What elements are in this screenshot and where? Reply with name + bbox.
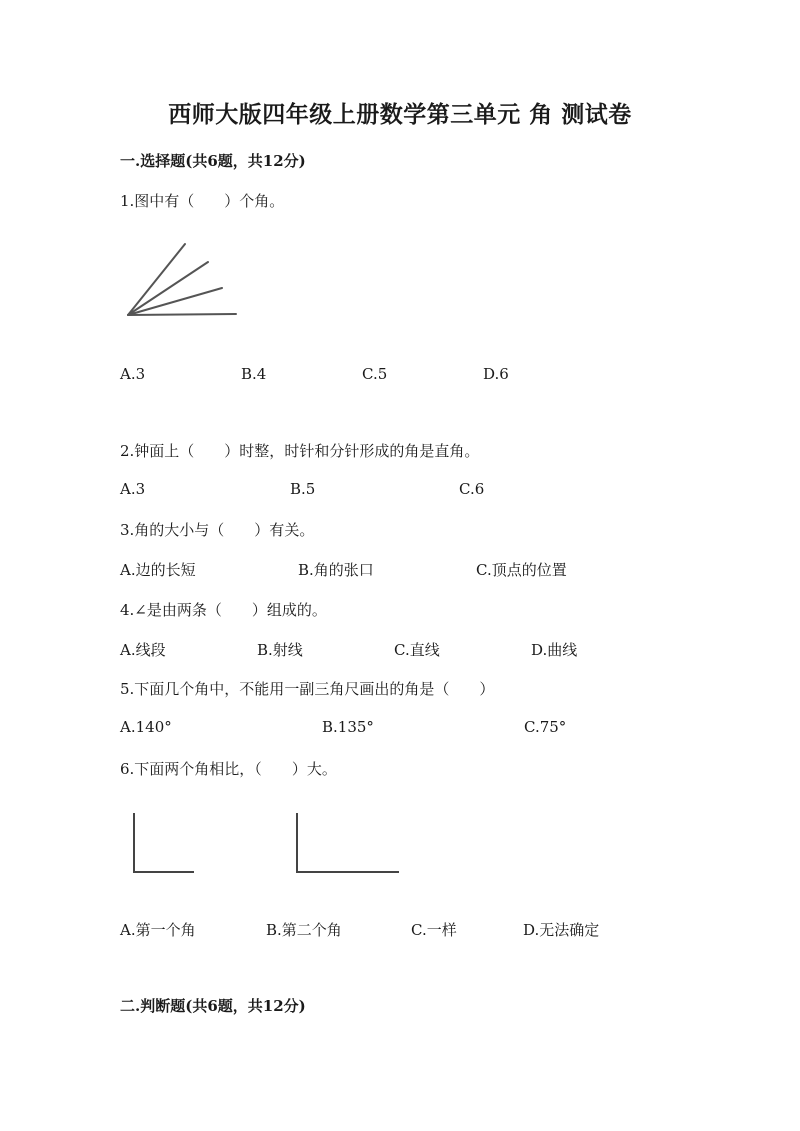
q1-option-b[interactable]: B.4	[241, 365, 267, 383]
question-2-text: 2.钟面上（ ）时整，时针和分针形成的角是直角。	[120, 442, 480, 460]
q3-option-a[interactable]: A.边的长短	[120, 561, 196, 579]
q1-option-a[interactable]: A.3	[120, 365, 146, 383]
question-6-text: 6.下面两个角相比，（ ）大。	[120, 760, 337, 778]
question-1-text: 1.图中有（ ）个角。	[120, 192, 285, 210]
q4-option-b[interactable]: B.射线	[257, 641, 303, 659]
q4-option-a[interactable]: A.线段	[120, 641, 166, 659]
q4-option-c[interactable]: C.直线	[394, 641, 440, 659]
q3-option-c[interactable]: C.顶点的位置	[476, 561, 567, 579]
q5-option-a[interactable]: A.140°	[120, 718, 172, 736]
q5-option-c[interactable]: C.75°	[524, 718, 567, 736]
question-3-text: 3.角的大小与（ ）有关。	[120, 521, 315, 539]
q6-option-c[interactable]: C.一样	[411, 921, 457, 939]
q6-option-d[interactable]: D.无法确定	[523, 921, 600, 939]
q2-option-b[interactable]: B.5	[290, 480, 316, 498]
q2-option-a[interactable]: A.3	[120, 480, 146, 498]
q6-option-b[interactable]: B.第二个角	[266, 921, 342, 939]
section-heading-choice: 一.选择题(共6题，共12分)	[120, 152, 306, 170]
q6-option-a[interactable]: A.第一个角	[120, 921, 196, 939]
question-4-text: 4.∠是由两条（ ）组成的。	[120, 601, 327, 619]
second-angle	[297, 814, 398, 872]
q5-option-b[interactable]: B.135°	[322, 718, 374, 736]
section-heading-judgement: 二.判断题(共6题，共12分)	[120, 997, 306, 1015]
question-5-text: 5.下面几个角中，不能用一副三角尺画出的角是（ ）	[120, 680, 495, 698]
first-angle	[134, 814, 193, 872]
q2-option-c[interactable]: C.6	[459, 480, 485, 498]
q4-option-d[interactable]: D.曲线	[531, 641, 578, 659]
q1-option-d[interactable]: D.6	[483, 365, 509, 383]
q3-option-b[interactable]: B.角的张口	[298, 561, 374, 579]
q1-option-c[interactable]: C.5	[362, 365, 388, 383]
page-title: 西师大版四年级上册数学第三单元 角 测试卷	[168, 101, 632, 128]
